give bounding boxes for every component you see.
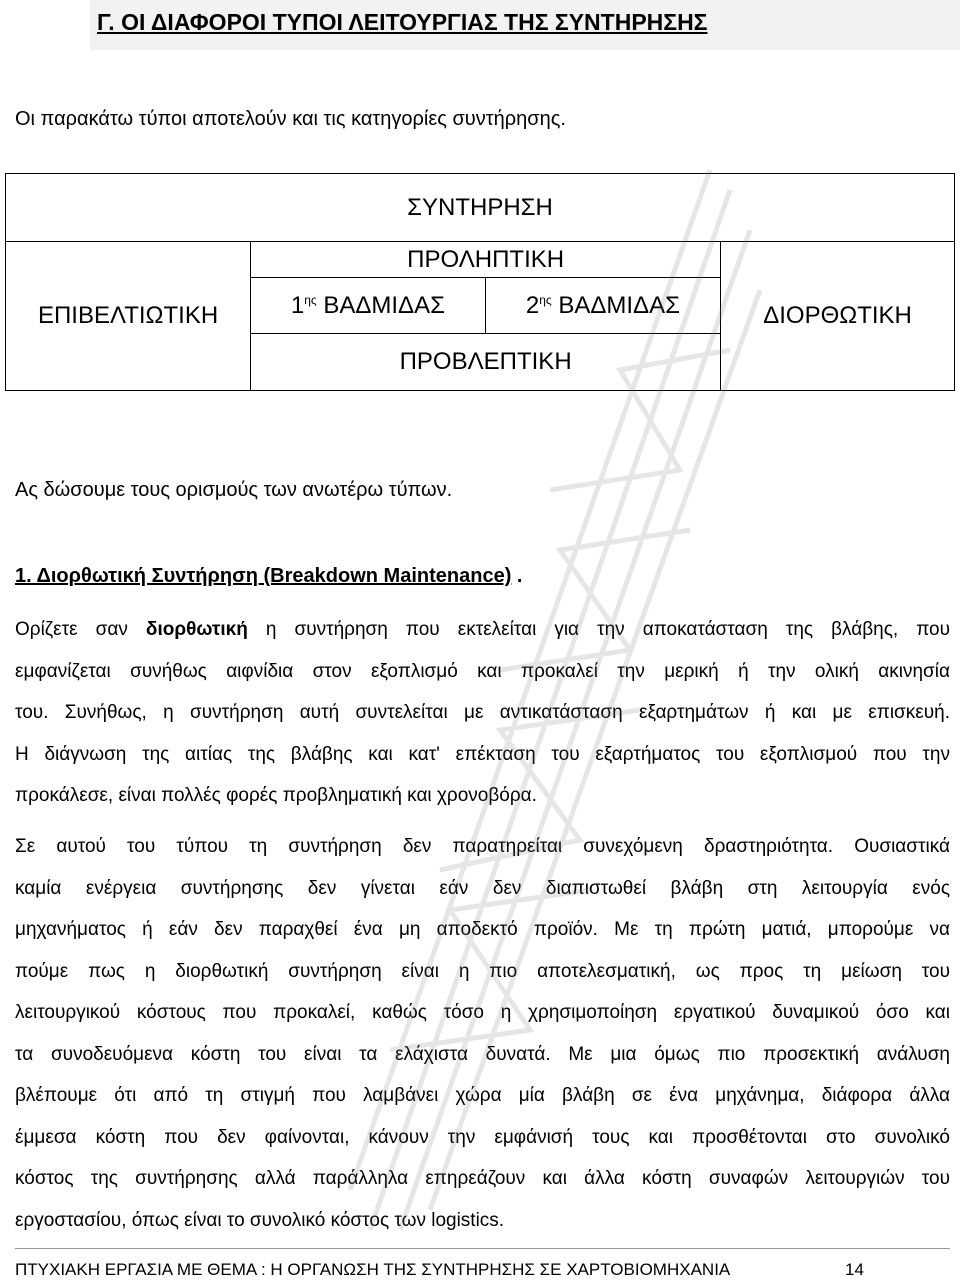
p1-rest: η συντήρηση που εκτελείται για την αποκατάσταση της βλάβης, που — [247, 619, 950, 640]
paragraph-2 — [15, 826, 950, 1241]
level2-num: 2 — [525, 291, 540, 319]
section-title-suffix: . — [511, 565, 523, 587]
paragraph-line — [15, 609, 950, 651]
maintenance-types-table — [5, 173, 955, 391]
level1-num: 1 — [290, 291, 305, 319]
p1-pre: Ορίζετε σαν — [15, 619, 146, 640]
table-cell-preventive: ΠΡΟΛΗΠΤΙΚΗ — [251, 242, 721, 278]
paragraph-line: πούμε πως η διορθωτική συντήρηση είναι η πιο αποτελεσματική, ως προς τη μείωση του — [15, 960, 950, 982]
level1-text: ΒΑΔΜΙΔΑΣ — [316, 291, 445, 319]
footer-divider — [15, 1248, 950, 1249]
paragraph-line: Η διάγνωση της αιτίας της βλάβης και κατ' επέκταση του εξαρτήματος του εξοπλισμού που την — [15, 743, 950, 765]
paragraph-line: προκάλεσε, είναι πολλές φορές προβληματική και χρονοβόρα. — [15, 785, 537, 806]
definitions-intro: Ας δώσουμε τους ορισμούς των ανωτέρω τύπων. — [15, 479, 453, 501]
section-title — [15, 565, 522, 588]
intro-text: Οι παρακάτω τύποι αποτελούν και τις κατηγορίες συντήρησης. — [15, 108, 566, 130]
paragraph-line: λειτουργικού κόστους που προκαλεί, καθώς τόσο η χρησιμοποίηση εργατικού δυναμικού όσο και — [15, 1002, 950, 1023]
table-cell-level1 — [251, 278, 485, 334]
paragraph-line: Σε αυτού του τύπου τη συντήρηση δεν παρατηρείται συνεχόμενη δραστηριότητα. Ουσιαστικά — [15, 836, 950, 857]
table-cell-corrective: ΔΙΟΡΘΩΤΙΚΗ — [721, 242, 955, 391]
table-cell-level2 — [485, 278, 720, 334]
level1-sup: ης — [304, 292, 317, 307]
table-cell-improvement: ΕΠΙΒΕΛΤΙΩΤΙΚΗ — [6, 242, 251, 391]
level2-sup: ης — [539, 292, 552, 307]
paragraph-line: έμμεσα κόστη που δεν φαίνονται, κάνουν την εμφάνισή τους και προσθέτονται στο συνολικό — [15, 1126, 950, 1148]
paragraph-line: τα συνοδευόμενα κόστη του είναι τα ελάχιστα δυνατά. Με μια όμως πιο προσεκτική ανάλυση — [15, 1043, 950, 1065]
paragraph-line: βλέπουμε ότι από τη στιγμή που λαμβάνει χώρα μία βλάβη σε ένα μηχάνημα, διάφορα άλλα — [15, 1085, 950, 1106]
paragraph-1 — [15, 609, 950, 817]
page-number: 14 — [845, 1260, 864, 1279]
table-cell-maintenance: ΣΥΝΤΗΡΗΣΗ — [6, 174, 955, 242]
level2-text: ΒΑΔΜΙΔΑΣ — [551, 291, 680, 319]
paragraph-line: του. Συνήθως, η συντήρηση αυτή συντελείται με αντικατάσταση εξαρτημάτων ή και με επισκευή. — [15, 702, 950, 723]
table-cell-predictive: ΠΡΟΒΛΕΠΤΙΚΗ — [251, 334, 721, 391]
paragraph-line: εμφανίζεται συνήθως αιφνίδια στον εξοπλισμό και προκαλεί την μερική ή την ολική ακινησία — [15, 660, 950, 682]
page-footer: ΠΤΥΧΙΑΚΗ ΕΡΓΑΣΙΑ ΜΕ ΘΕΜΑ : Η ΟΡΓΑΝΩΣΗ ΤΗΣ ΣΥΝΤΗΡΗΣΗΣ ΣΕ ΧΑΡΤΟΒΙΟΜΗΧΑΝΙΑ — [15, 1260, 731, 1279]
p1-bold-term: διορθωτική — [145, 619, 248, 640]
paragraph-line: κόστος της συντήρησης αλλά παράλληλα επηρεάζουν και άλλα κόστη συναφών λειτουργιών του — [15, 1168, 950, 1189]
section-title-text: 1. Διορθωτική Συντήρηση (Breakdown Maintenance) — [15, 565, 512, 587]
paragraph-line: εργοστασίου, όπως είναι το συνολικό κόστος των logistics. — [15, 1209, 505, 1231]
paragraph-line: μηχανήματος ή εάν δεν παραχθεί ένα μη αποδεκτό προϊόν. Με τη πρώτη ματιά, μπορούμε να — [15, 919, 950, 940]
page-heading: Γ. ΟΙ ΔΙΑΦΟΡΟΙ ΤΥΠΟΙ ΛΕΙΤΟΥΡΓΙΑΣ ΤΗΣ ΣΥΝΤΗΡΗΣΗΣ — [97, 9, 708, 35]
paragraph-line: καμία ενέργεια συντήρησης δεν γίνεται εάν δεν διαπιστωθεί βλάβη στη λειτουργία ενός — [15, 877, 950, 899]
